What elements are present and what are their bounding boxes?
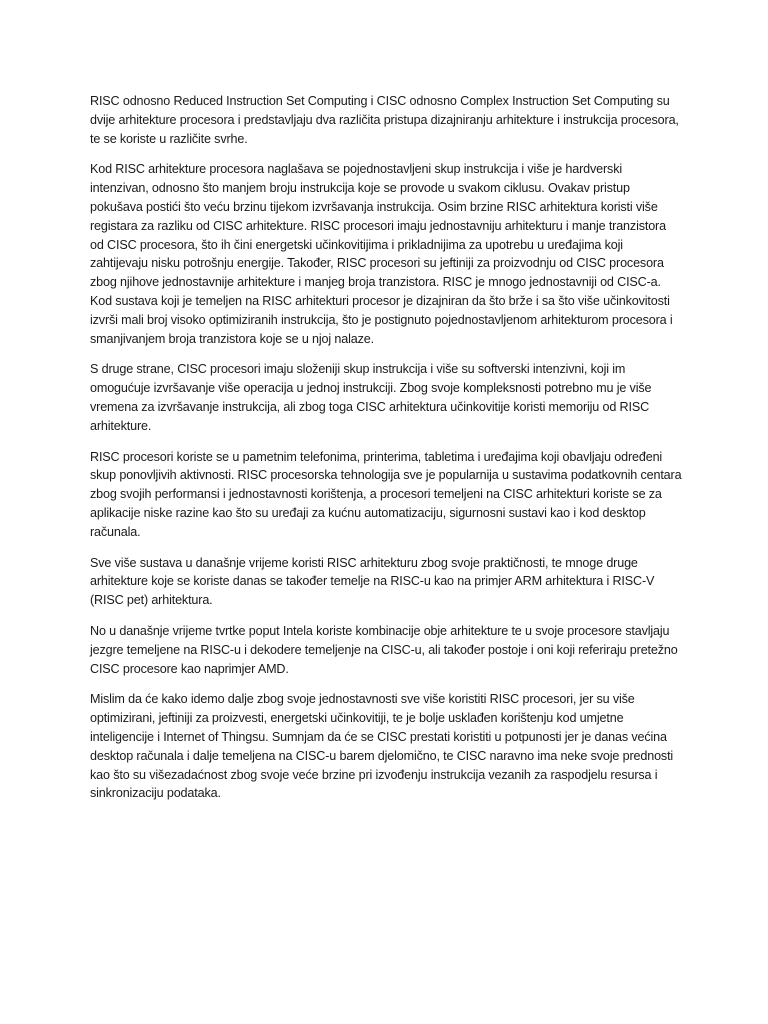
- paragraph: S druge strane, CISC procesori imaju složeniji skup instrukcija i više su softverski intenzivni, koji im omogućuje izvršavanje više operacija u jednoj instrukciji. Zbog svoje kompleksnosti potrebno mu je više vremena za izvršavanje instrukcija, ali zbog toga CISC arhitektura učinkovitije koristi memoriju od RISC arhitekture.: [90, 362, 652, 433]
- paragraph: RISC odnosno Reduced Instruction Set Computing i CISC odnosno Complex Instruction Set Computing su dvije arhitekture procesora i predstavljaju dva različita pristupa dizajniranju arhitekture i instrukcija procesora, te se koriste u različite svrhe.: [90, 94, 679, 146]
- paragraph: Kod RISC arhitekture procesora naglašava se pojednostavljeni skup instrukcija i više je hardverski intenzivan, odnosno što manjem broju instrukcija koje se provode u svakom ciklusu. Ovakav pristup pokušava postići što veću brzinu tijekom izvršavanja instrukcija. Osim brzine RISC arhitektura koristi više registara za razliku od CISC arhitekture. RISC procesori imaju jednostavniju arhitekturu i manje tranzistora od CISC procesora, što ih čini energetski učinkovitijima i prikladnijima za upotrebu u uređajima koji zahtijevaju nisku potrošnju energije. Također, RISC procesori su jeftiniji za proizvodnju od CISC procesora zbog njihove jednostavnije arhitekture i manjeg broja tranzistora. RISC je mnogo jednostavniji od CISC-a. Kod sustava koji je temeljen na RISC arhitekturi procesor je dizajniran da što brže i sa što više učinkovitosti izvrši mali broj visoko optimiziranih instrukcija, što je postignuto pojednostavljenom arhitekturom procesora i smanjivanjem broja tranzistora koje se u njoj nalaze.: [90, 162, 673, 346]
- paragraph: Mislim da će kako idemo dalje zbog svoje jednostavnosti sve više koristiti RISC procesori, jer su više optimizirani, jeftiniji za proizvesti, energetski učinkovitiji, te je bolje usklađen korištenju kod umjetne inteligencije i Internet of Thingsu. Sumnjam da će se CISC prestati koristiti u potpunosti jer je danas većina desktop računala i dalje temeljena na CISC-u barem djelomično, te CISC naravno ima neke svoje prednosti kao što su višezadaćnost zbog svoje veće brzine pri izvođenju instrukcija vezanih za raspodjelu resursa i sinkronizaciju podataka.: [90, 692, 674, 801]
- paragraph: Sve više sustava u današnje vrijeme koristi RISC arhitekturu zbog svoje praktičnosti, te mnoge druge arhitekture koje se koriste danas se također temelje na RISC-u kao na primjer ARM arhitektura i RISC-V (RISC pet) arhitektura.: [90, 555, 655, 608]
- paragraph: RISC procesori koriste se u pametnim telefonima, printerima, tabletima i uređajima koji obavljaju određeni skup ponovljivih aktivnosti. RISC procesorska tehnologija sve je popularnija u sustavima podatkovnih centara zbog svojih performansi i jednostavnosti korištenja, a procesori temeljeni na CISC arhitekturi koriste se za aplikacije niske razine kao što su uređaji za kućnu automatizaciju, sigurnosni sustavi kao i kod desktop računala.: [90, 449, 682, 539]
- document-body: [90, 92, 682, 815]
- paragraph: No u današnje vrijeme tvrtke poput Intela koriste kombinacije obje arhitekture te u svoje procesore stavljaju jezgre temeljene na RISC-u i dekodere temeljenje na CISC-u, ali također postoje i oni koji referiraju pretežno CISC procesore kao naprimjer AMD.: [90, 623, 678, 676]
